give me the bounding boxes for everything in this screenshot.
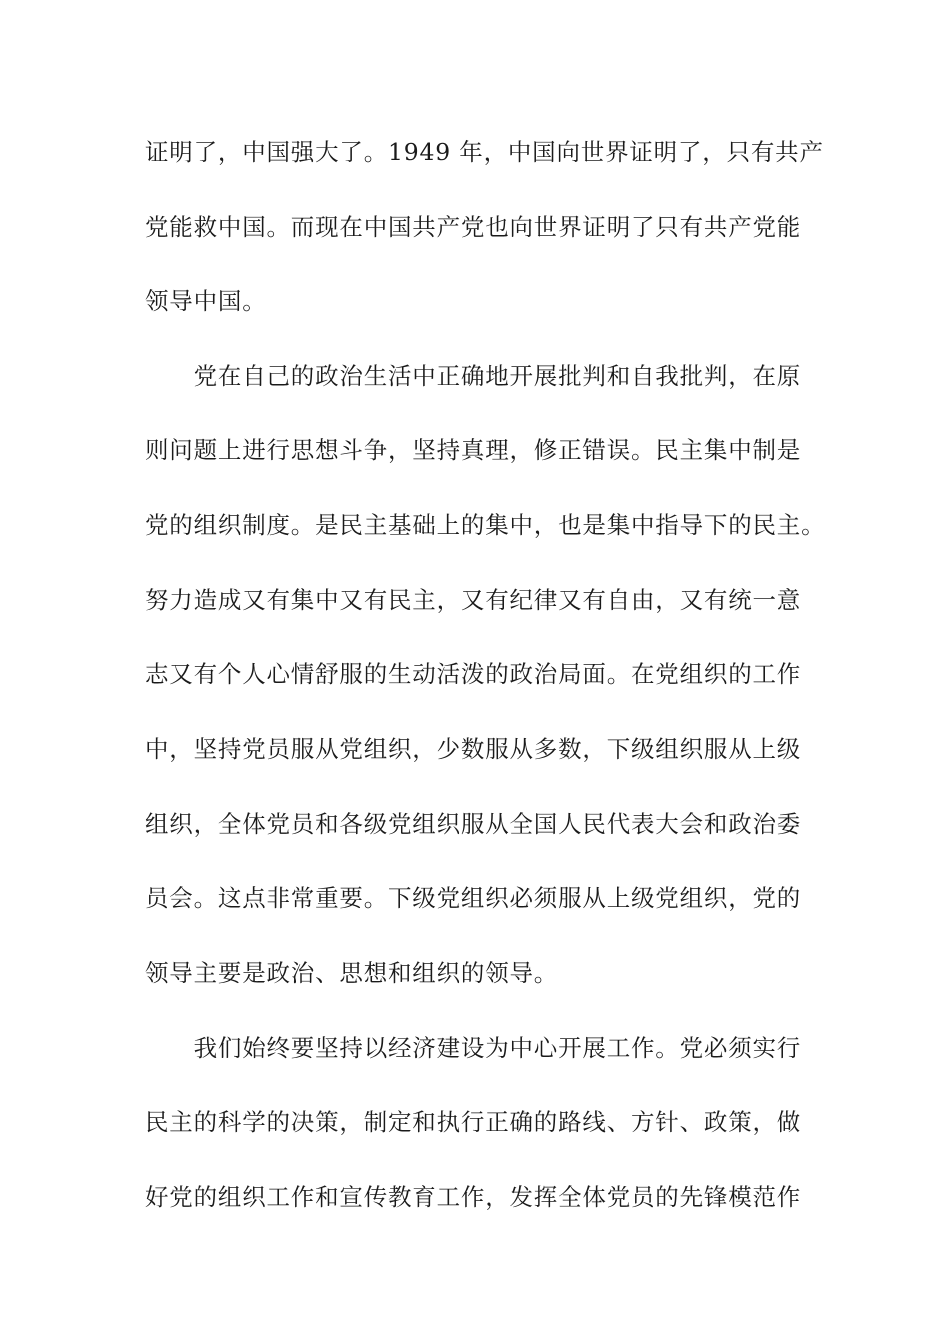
text-line-6: 党的组织制度。是民主基础上的集中，也是集中指导下的民主。 — [145, 511, 826, 539]
text-line-4: 党在自己的政治生活中正确地开展批判和自我批判，在原 — [145, 362, 802, 390]
text-line-9: 中，坚持党员服从党组织，少数服从多数，下级组织服从上级 — [145, 735, 802, 763]
text-line-15: 好党的组织工作和宣传教育工作，发挥全体党员的先锋模范作 — [145, 1183, 802, 1211]
text-line-7: 努力造成又有集中又有民主，又有纪律又有自由，又有统一意 — [145, 586, 802, 614]
text-line-10: 组织，全体党员和各级党组织服从全国人民代表大会和政治委 — [145, 810, 802, 838]
text-line-11: 员会。这点非常重要。下级党组织必须服从上级党组织，党的 — [145, 884, 802, 912]
text-line-1: 证明了，中国强大了。1949 年，中国向世界证明了，只有共产 — [145, 138, 824, 166]
text-line-13: 我们始终要坚持以经济建设为中心开展工作。党必须实行 — [145, 1034, 802, 1062]
text-line-12: 领导主要是政治、思想和组织的领导。 — [145, 959, 559, 987]
text-line-14: 民主的科学的决策，制定和执行正确的路线、方针、政策，做 — [145, 1108, 802, 1136]
text-line-8: 志又有个人心情舒服的生动活泼的政治局面。在党组织的工作 — [145, 660, 802, 688]
text-line-2: 党能救中国。而现在中国共产党也向世界证明了只有共产党能 — [145, 213, 802, 241]
text-line-3: 领导中国。 — [145, 287, 267, 315]
text-line-5: 则问题上进行思想斗争，坚持真理，修正错误。民主集中制是 — [145, 436, 802, 464]
